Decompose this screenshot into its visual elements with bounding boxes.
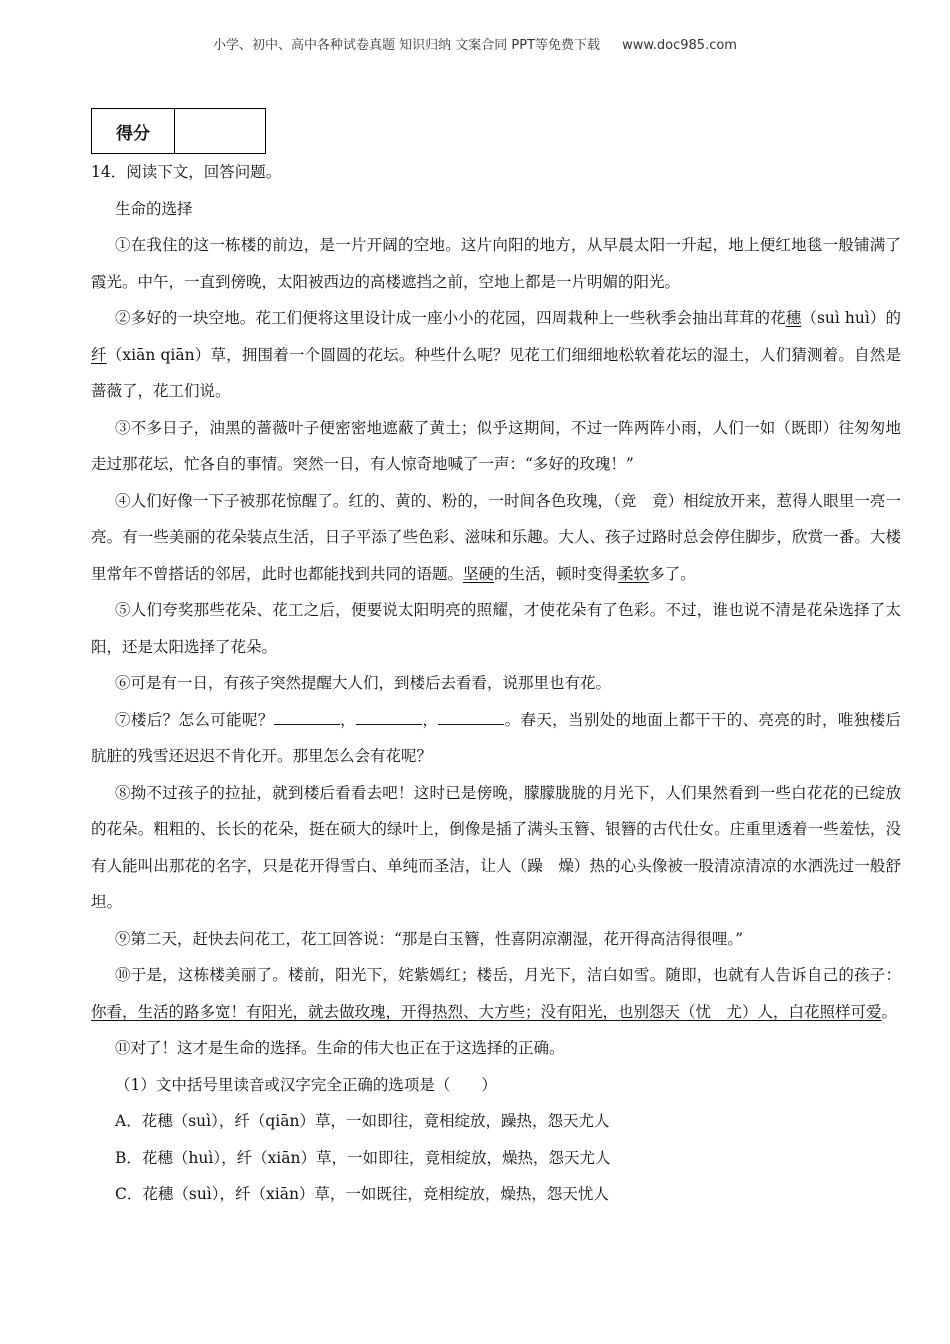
option-b[interactable]: B．花穗（huì），纤（xiān）草，一如即往，竟相绽放，燥热，怨天尤人	[115, 1148, 611, 1167]
underlined-char-xian: 纤	[91, 345, 107, 364]
fill-blank-2[interactable]	[356, 706, 422, 725]
option-c[interactable]: C．花穗（suì），纤（xiān）草，一如既往，竞相绽放，燥热，怨天忧人	[115, 1185, 609, 1203]
header-site-link[interactable]: www.doc985.com	[622, 38, 737, 53]
question-content	[91, 154, 901, 1213]
underlined-sentence: 你看，生活的路多宽！有阳光，就去做玫瑰，开得热烈、大方些；没有阳光，也别怨天（忧 尤）人，白花照样可爱	[91, 1002, 882, 1021]
paragraph-5: ⑤人们夸奖那些花朵、花工之后，便要说太阳明亮的照耀，才使花朵有了色彩。不过，谁也说不清是花朵选择了太阳，还是太阳选择了花朵。	[91, 601, 901, 656]
page-header	[0, 34, 950, 53]
underlined-word-jianying: 坚硬	[463, 564, 495, 583]
underlined-word-rouruan: 柔软	[618, 564, 650, 583]
paragraph-10: ⑩于是，这栋楼美丽了。楼前，阳光下，姹紫嫣红；楼岳，月光下，洁白如雪。随即，也就有人告诉自己的孩子：你看，生活的路多宽！有阳光，就去做玫瑰，开得热烈、大方些；没有阳光，也别怨天（忧 尤）人，白花照样可爱。	[91, 966, 901, 1021]
fill-blank-3[interactable]	[438, 706, 504, 725]
passage-title: 生命的选择	[115, 199, 193, 218]
paragraph-9: ⑨第二天，赶快去问花工，花工回答说：“那是白玉簪，性喜阴凉潮湿，花开得高洁得很哩。”	[115, 929, 744, 948]
paragraph-1: ①在我住的这一栋楼的前边，是一片开阔的空地。这片向阳的地方，从早晨太阳一升起，地上便红地毯一般铺满了霞光。中午，一直到傍晚，太阳被西边的高楼遮挡之前，空地上都是一片明媚的阳光。	[91, 236, 901, 291]
paragraph-8: ⑧拗不过孩子的拉扯，就到楼后看看去吧！这时已是傍晚，朦朦胧胧的月光下，人们果然看到一些白花花的已绽放的花朵。粗粗的、长长的花朵，挺在硕大的绿叶上，倒像是插了满头玉簪、银簪的古代仕女。庄重里透着一些羞怯，没有人能叫出那花的名字，只是花开得雪白、单纯而圣洁，让人（躁 燥）热的心头像被一股清凉清凉的水洒洗过一般舒坦。	[91, 783, 901, 911]
paragraph-4: ④人们好像一下子被那花惊醒了。红的、黄的、粉的，一时间各色玫瑰，（竞 竟）相绽放开来，惹得人眼里一亮一亮。有一些美丽的花朵装点生活，日子平添了些色彩、滋味和乐趣。大人、孩子过路时总会停住脚步，欣赏一番。大楼里常年不曾搭话的邻居，此时也都能找到共同的语题。坚硬的生活，顿时变得柔软多了。	[91, 491, 901, 583]
paragraph-3: ③不多日子，油黑的蔷薇叶子便密密地遮蔽了黄土；似乎这期间，不过一阵两阵小雨，人们一如（既即）往匆匆地走过那花坛，忙各自的事情。突然一日，有人惊奇地喊了一声：“多好的玫瑰！”	[91, 418, 901, 473]
score-value-cell[interactable]	[175, 109, 266, 154]
paragraph-7: ⑦楼后？怎么可能呢？ ， ， 。春天，当别处的地面上都干干的、亮亮的时，唯独楼后肮脏的残雪还迟迟不肯化开。那里怎么会有花呢？	[91, 702, 901, 775]
paragraph-6: ⑥可是有一日，有孩子突然提醒大人们，到楼后去看看，说那里也有花。	[115, 674, 612, 692]
header-text: 小学、初中、高中各种试卷真题 知识归纳 文案合同 PPT等免费下载	[213, 38, 601, 53]
fill-blank-1[interactable]	[274, 706, 340, 725]
underlined-char-sui: 穗	[785, 309, 802, 327]
option-a[interactable]: A．花穗（suì），纤（qiān）草，一如即往，竟相绽放，躁热，怨天尤人	[115, 1112, 610, 1130]
paragraph-11: ⑪对了！这才是生命的选择。生命的伟大也正在于这选择的正确。	[115, 1039, 565, 1057]
question-number: 14．阅读下文，回答问题。	[91, 163, 282, 181]
score-label: 得分	[92, 109, 175, 154]
sub-question-1: （1）文中括号里读音或汉字完全正确的选项是（ ）	[115, 1075, 497, 1094]
paragraph-2: ②多好的一块空地。花工们便将这里设计成一座小小的花园，四周栽种上一些秋季会抽出茸茸的花穗（suì huì）的纤（xiān qiān）草，拥围着一个圆圆的花坛。种些什么呢？见花工们细细地松软着花坛的湿土，人们猜测着。自然是蔷薇了，花工们说。	[91, 309, 901, 400]
score-box	[91, 108, 266, 154]
